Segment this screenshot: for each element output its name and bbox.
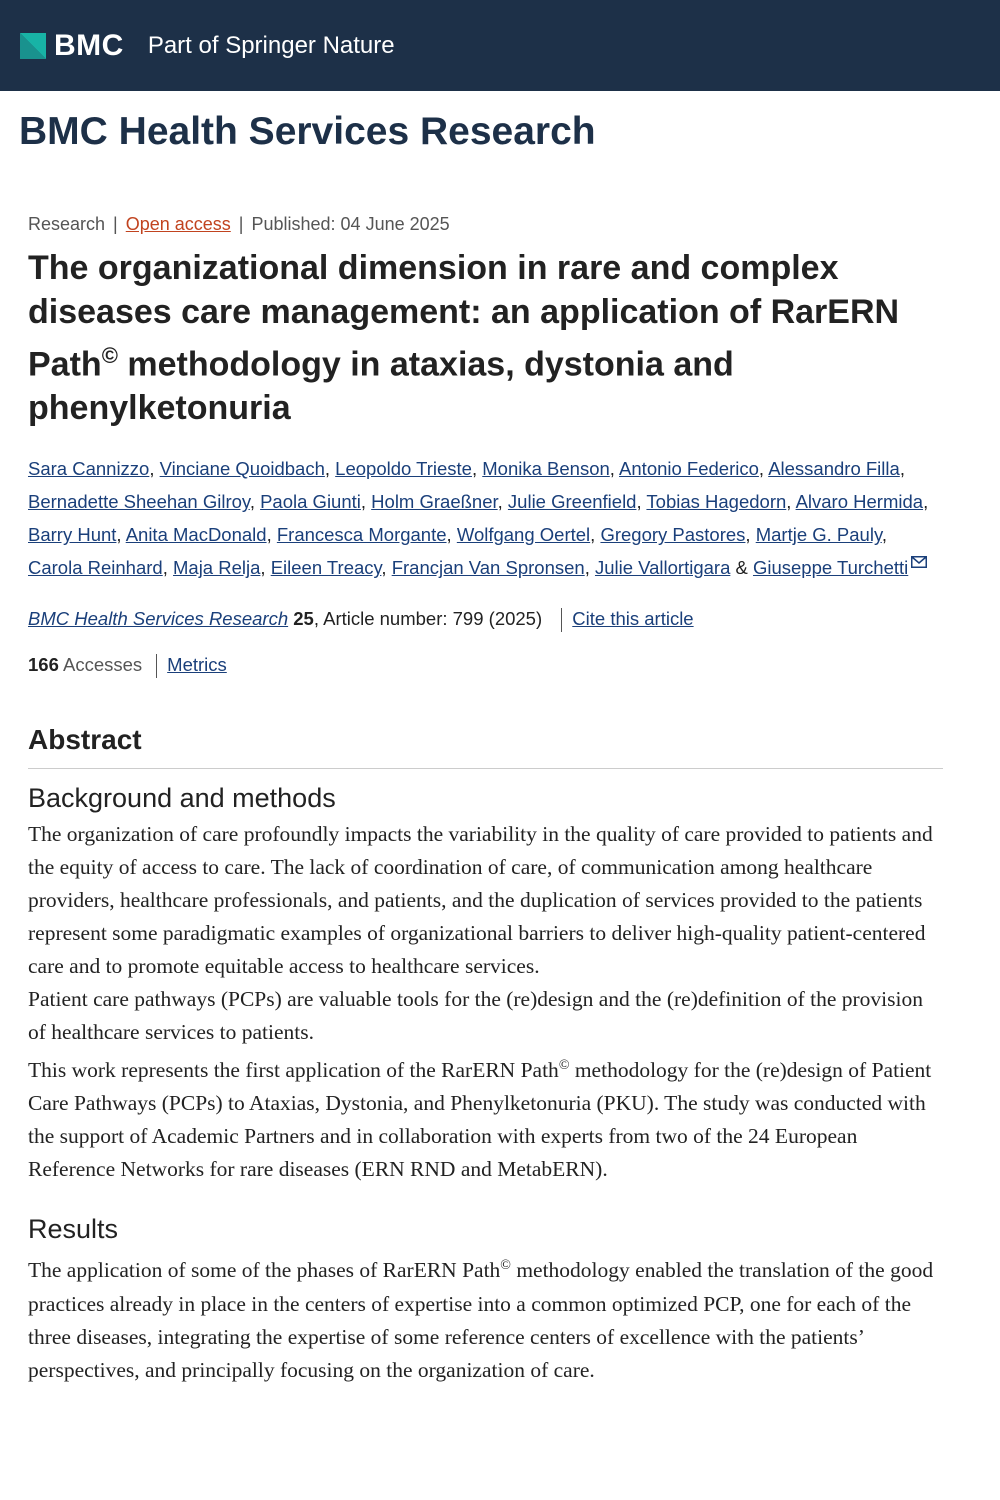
author-link[interactable]: Giuseppe Turchetti xyxy=(752,557,909,579)
author-link[interactable]: Francjan Van Spronsen xyxy=(391,557,585,579)
open-access-link[interactable]: Open access xyxy=(125,214,231,234)
volume-number: 25 xyxy=(293,608,314,630)
results-heading: Results xyxy=(28,1214,119,1245)
author-link[interactable]: Paola Giunti xyxy=(260,491,361,513)
copyright-sup: © xyxy=(558,1058,570,1074)
results-paragraph-1 xyxy=(28,1249,943,1386)
journal-title[interactable]: BMC Health Services Research xyxy=(19,110,596,153)
author-link[interactable]: Alvaro Hermida xyxy=(795,491,924,513)
copyright-sup: © xyxy=(500,1258,511,1274)
metrics-link[interactable]: Metrics xyxy=(167,654,227,676)
published-date: Published: 04 June 2025 xyxy=(251,214,450,234)
bg-p3-end: methodology for the (re)design of Patient Care Pathways (PCPs) to Ataxias, Dystonia, and Phenylketonuria (PKU). The study was conducted with the support of Academic Partners and in collaboration with experts from two of the 24 European Reference Networks for rare diseases (ERN RND and MetabERN). xyxy=(28,1058,932,1182)
author-link[interactable]: Bernadette Sheehan Gilroy xyxy=(28,491,250,513)
author-link[interactable]: Gregory Pastores xyxy=(600,524,746,546)
author-link[interactable]: Carola Reinhard xyxy=(28,557,163,579)
author-link[interactable]: Antonio Federico xyxy=(619,458,759,480)
accesses-line xyxy=(28,650,943,680)
author-link[interactable]: Barry Hunt xyxy=(28,524,117,546)
author-list: Sara Cannizzo, Vinciane Quoidbach, Leopoldo Trieste, Monika Benson, Antonio Federico, Alessandro Filla, Bernadette Sheehan Gilroy, Paola Giunti, Holm Graeßner, Julie Greenfield, Tobias Hagedorn, Alvaro Hermida, Barry Hunt, Anita MacDonald, Francesca Morgante, Wolfgang Oertel, Gregory Pastores, Martje G. Pauly, Carola Reinhard, Maja Relja, Eileen Treacy, Francjan Van Spronsen, Julie Vallortigara & Giuseppe Turchetti xyxy=(28,458,929,579)
author-link[interactable]: Tobias Hagedorn xyxy=(646,491,787,513)
author-link[interactable]: Julie Vallortigara xyxy=(594,557,731,579)
accesses-label: Accesses xyxy=(63,654,143,676)
accesses-divider xyxy=(156,654,157,678)
author-link[interactable]: Alessandro Filla xyxy=(768,458,900,480)
background-methods-heading: Background and methods xyxy=(28,783,336,814)
author-link[interactable]: Francesca Morgante xyxy=(276,524,447,546)
bg-p3-start: This work represents the first application of the RarERN Path xyxy=(28,1058,559,1083)
journal-citation-link[interactable]: BMC Health Services Research xyxy=(28,608,289,630)
abstract-heading: Abstract xyxy=(28,724,943,769)
article-number: , Article number: 799 (2025) xyxy=(313,608,543,630)
author-link[interactable]: Martje G. Pauly xyxy=(755,524,882,546)
article-content xyxy=(28,210,943,1387)
author-link[interactable]: Eileen Treacy xyxy=(270,557,382,579)
bmc-logo-icon[interactable] xyxy=(20,33,46,59)
meta-divider: | xyxy=(238,214,244,234)
author-link[interactable]: Julie Greenfield xyxy=(507,491,637,513)
article-type: Research xyxy=(28,214,106,234)
background-paragraph-3 xyxy=(28,1049,943,1186)
results-text xyxy=(28,1249,943,1386)
site-header xyxy=(0,0,1000,91)
author-link[interactable]: Wolfgang Oertel xyxy=(456,524,591,546)
springer-nature-tagline[interactable]: Part of Springer Nature xyxy=(147,31,395,59)
author-ampersand: & xyxy=(735,557,748,579)
author-link[interactable]: Vinciane Quoidbach xyxy=(159,458,325,480)
article-meta xyxy=(28,210,943,238)
citation-divider xyxy=(561,608,562,632)
background-paragraph-1: The organization of care profoundly impacts the variability in the quality of care provided to patients and the equity of access to care. The lack of coordination of care, of communication among healthcare providers, healthcare professionals, and patients, and the duplication of services provided to the patients represent some paradigmatic examples of organizational barriers to deliver high-quality patient-centered care and to promote equitable access to healthcare services. xyxy=(28,822,933,979)
author-link[interactable]: Maja Relja xyxy=(173,557,261,579)
background-paragraph-2: Patient care pathways (PCPs) are valuable tools for the (re)design and the (re)definition of the provision of healthcare services to patients. xyxy=(28,987,923,1045)
author-link[interactable]: Leopoldo Trieste xyxy=(335,458,472,480)
title-part-2: methodology in ataxias, dystonia and phenylketonuria xyxy=(28,345,734,428)
citation-line xyxy=(28,604,943,634)
res-p1-start: The application of some of the phases of RarERN Path xyxy=(28,1258,501,1283)
article-title xyxy=(28,246,943,430)
email-icon[interactable] xyxy=(911,556,927,568)
author-link[interactable]: Sara Cannizzo xyxy=(28,458,150,480)
copyright-sup: © xyxy=(101,343,118,368)
title-part-1: The organizational dimension in rare and complex diseases care management: an application of RarERN Path xyxy=(28,249,900,384)
meta-divider: | xyxy=(113,214,118,234)
author-link[interactable]: Monika Benson xyxy=(482,458,610,480)
cite-this-article-link[interactable]: Cite this article xyxy=(572,608,694,630)
author-link[interactable]: Anita MacDonald xyxy=(125,524,267,546)
accesses-count: 166 xyxy=(28,654,59,676)
res-p1-end: methodology enabled the translation of the good practices already in place in the centers of expertise into a common optimized PCP, one for each of the three diseases, integrating the expertise of some reference centers of excellence with the patients’ perspectives, and principally focusing on the organization of care. xyxy=(28,1258,934,1382)
background-text xyxy=(28,818,943,1186)
bmc-logo-text[interactable]: BMC xyxy=(54,28,124,62)
author-link[interactable]: Holm Graeßner xyxy=(371,491,498,513)
